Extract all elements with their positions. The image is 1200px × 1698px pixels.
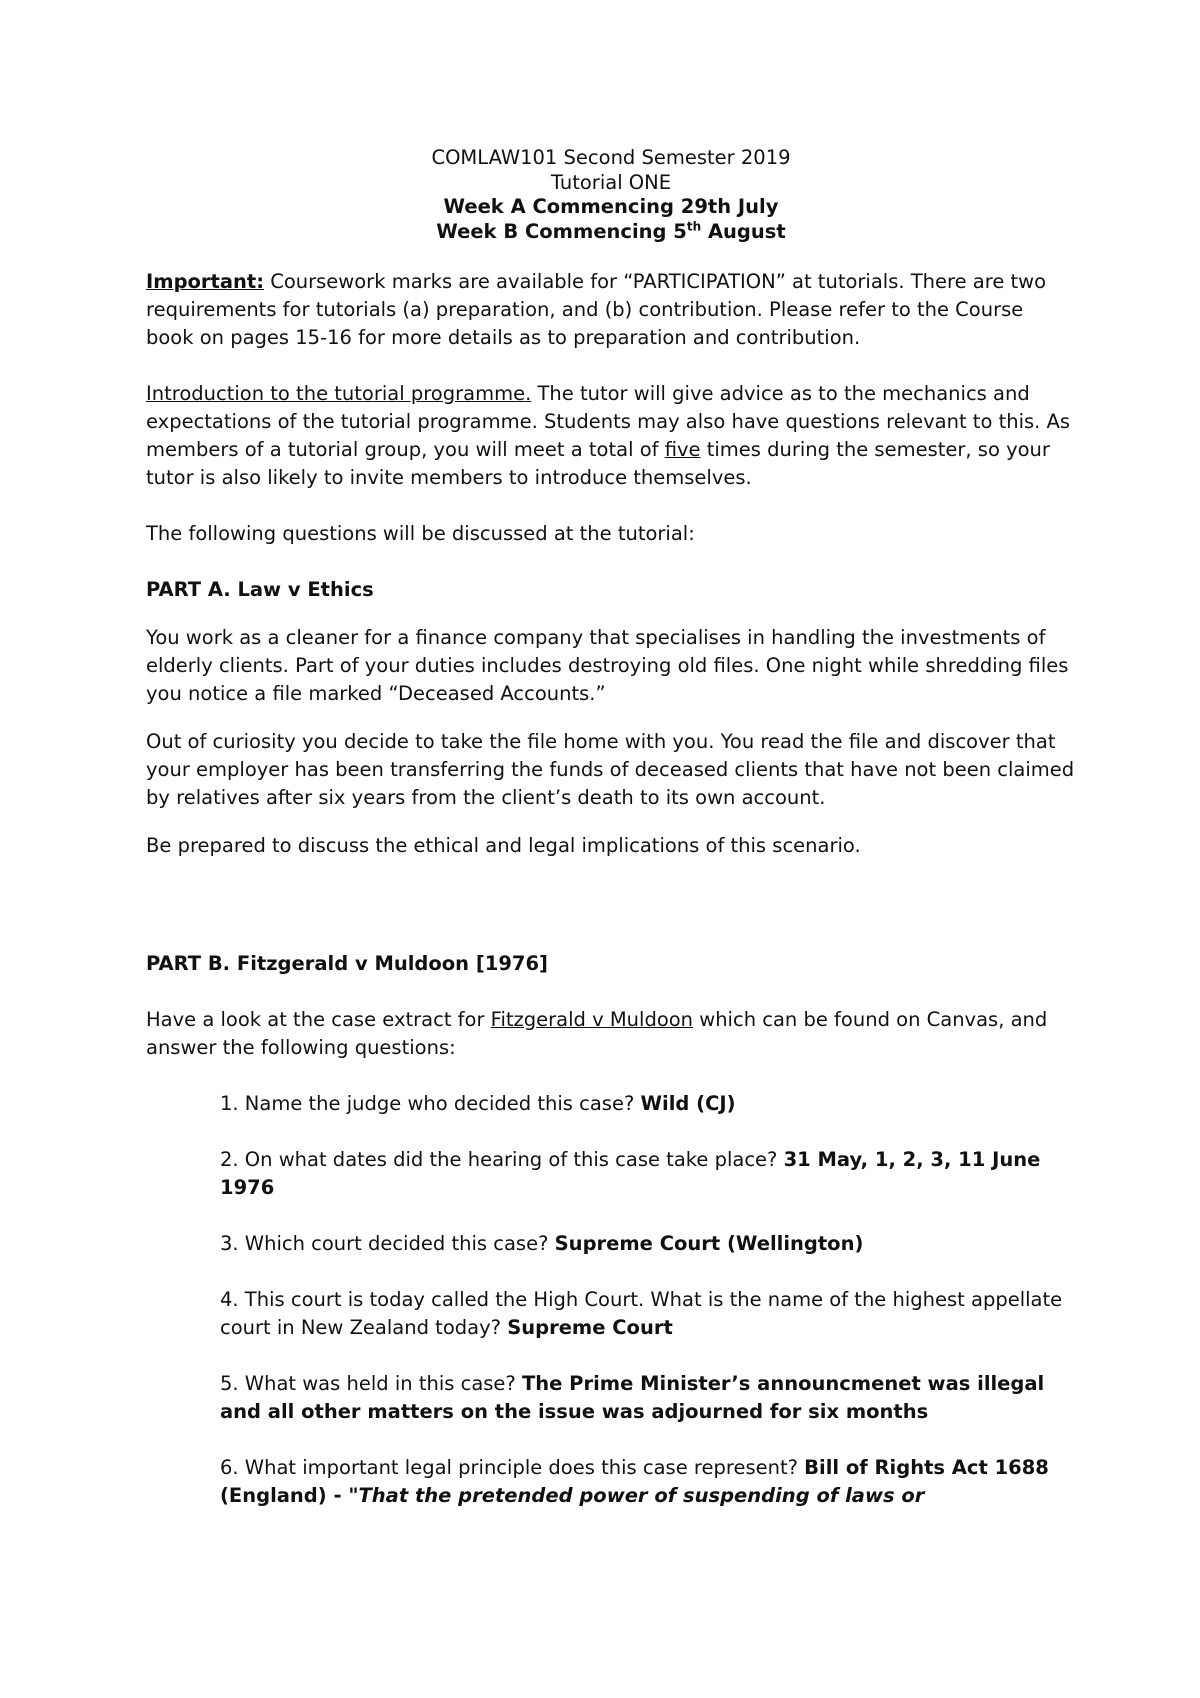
document-content <box>146 146 1076 1510</box>
following-questions-note: The following questions will be discussed at the tutorial: <box>146 522 695 545</box>
part-b-heading: PART B. Fitzgerald v Muldoon [1976] <box>146 952 548 975</box>
case-name: Fitzgerald v Muldoon <box>490 1008 694 1031</box>
answer-5: The Prime Minister’s announcmenet was illegal and all other matters on the issue was adjourned for six months <box>220 1372 1045 1423</box>
document-header <box>146 146 1076 244</box>
intro-heading: Introduction to the tutorial programme. <box>146 382 532 405</box>
question-item-4: 4. This court is today called the High Court. What is the name of the highest appellate court in New Zealand today? Supreme Court <box>220 1288 1063 1339</box>
five-emphasis: five <box>664 438 701 461</box>
part-a-heading: PART A. Law v Ethics <box>146 578 374 601</box>
answer-3: Supreme Court (Wellington) <box>554 1232 864 1255</box>
tutorial-title: Tutorial ONE <box>550 170 672 194</box>
answer-4: Supreme Court <box>507 1316 673 1339</box>
answer-6-quote: "That the pretended power of suspending of laws or <box>348 1484 925 1507</box>
answer-1: Wild (CJ) <box>640 1092 736 1115</box>
question-item-2: 2. On what dates did the hearing of this case take place? 31 May, 1, 2, 3, 11 June 1976 <box>220 1148 1041 1199</box>
question-item-3: 3. Which court decided this case? Supreme Court (Wellington) <box>220 1232 864 1255</box>
part-a-paragraph-1: You work as a cleaner for a finance company that specialises in handling the investments of elderly clients. Part of your duties includes destroying old files. One night while shredding files you notice a file marked “Deceased Accounts.” <box>146 626 1069 705</box>
part-a-paragraph-3: Be prepared to discuss the ethical and legal implications of this scenario. <box>146 834 861 857</box>
week-a-line: Week A Commencing 29th July <box>443 195 779 218</box>
question-list <box>146 1090 1076 1510</box>
part-b-intro: Have a look at the case extract for Fitzgerald v Muldoon which can be found on Canvas, and answer the following questions: <box>146 1008 1048 1059</box>
question-item-6: 6. What important legal principle does this case represent? Bill of Rights Act 1688 (England) - "That the pretended power of suspending of laws or <box>220 1456 1049 1507</box>
question-item-1: 1. Name the judge who decided this case? Wild (CJ) <box>220 1092 736 1115</box>
answer-2: 31 May, 1, 2, 3, 11 June 1976 <box>220 1148 1041 1199</box>
part-a-paragraph-2: Out of curiosity you decide to take the file home with you. You read the file and discover that your employer has been transferring the funds of deceased clients that have not been claimed by relatives after six years from the client’s death to its own account. <box>146 730 1075 809</box>
course-title: COMLAW101 Second Semester 2019 <box>431 146 791 169</box>
important-label: Important: <box>146 270 265 293</box>
intro-paragraph: Introduction to the tutorial programme. The tutor will give advice as to the mechanics and expectations of the tutorial programme. Students may also have questions relevant to this. As members of a tutorial group, you will meet a total of five times during the semester, so your tutor is also likely to invite members to introduce themselves. <box>146 382 1071 489</box>
answer-6: Bill of Rights Act 1688 (England) - <box>220 1456 1049 1507</box>
important-paragraph: Important: Coursework marks are available for “PARTICIPATION” at tutorials. There are two requirements for tutorials (a) preparation, and (b) contribution. Please refer to the Course book on pages 15-16 for more details as to preparation and contribution. <box>146 270 1047 349</box>
question-item-5: 5. What was held in this case? The Prime Minister’s announcmenet was illegal and all other matters on the issue was adjourned for six months <box>220 1372 1045 1423</box>
week-b-line: Week B Commencing 5th August <box>436 219 786 243</box>
